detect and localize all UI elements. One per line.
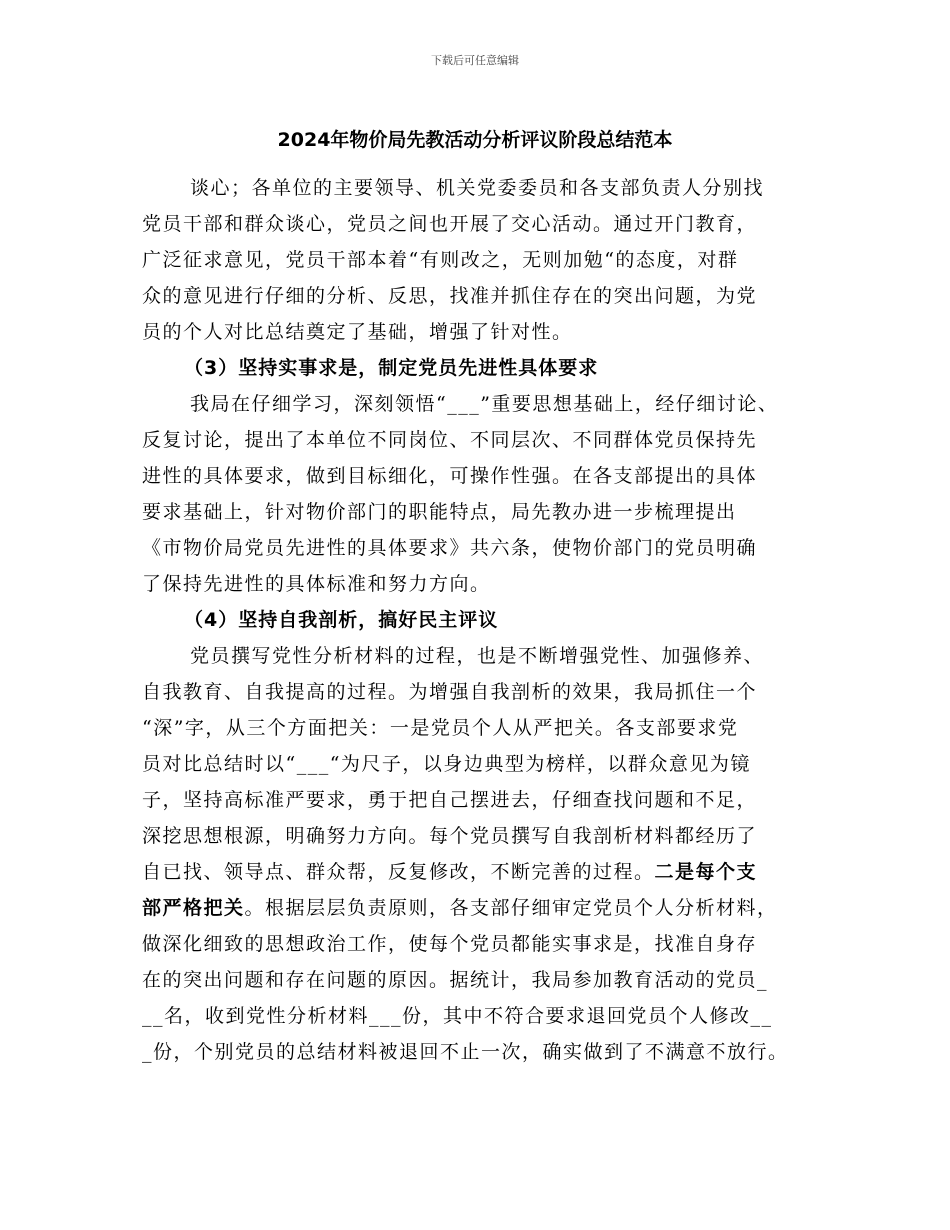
paragraph-line bbox=[142, 890, 822, 926]
paragraph-line: 党员干部和群众谈心，党员之间也开展了交心活动。通过开门教育， bbox=[142, 213, 758, 235]
paragraph-line: 员对比总结时以“___“为尺子，以身边典型为榜样，以群众意见为镜 bbox=[142, 753, 751, 775]
paragraph-line: _份，个别党员的总结材料被退回不止一次，确实做到了不满意不放行。 bbox=[142, 1041, 789, 1063]
line-text: 自已找、领导点、群众帮，反复修改，不断完善的过程。 bbox=[142, 861, 655, 883]
document-body bbox=[142, 170, 822, 1070]
document-title: 2024年物价局先教活动分析评议阶段总结范本 bbox=[277, 129, 673, 151]
bold-phrase: 部严格把关 bbox=[142, 897, 245, 919]
paragraph-line: 自我教育、自我提高的过程。为增强自我剖析的效果，我局抓住一个 bbox=[142, 681, 758, 703]
paragraph-line: 在的突出问题和存在问题的原因。据统计，我局参加教育活动的党员_ bbox=[142, 969, 769, 991]
paragraph-line: __名，收到党性分析材料___份，其中不符合要求退回党员个人修改__ bbox=[142, 1005, 773, 1027]
paragraph-line: 子，坚持高标准严要求，勇于把自己摆进去，仔细查找问题和不足， bbox=[142, 789, 758, 811]
paragraph-line bbox=[142, 854, 822, 890]
paragraph-line: 进性的具体要求，做到目标细化，可操作性强。在各支部提出的具体 bbox=[142, 465, 758, 487]
paragraph-line: 党员撰写党性分析材料的过程，也是不断增强党性、加强修养、 bbox=[190, 645, 765, 667]
page-header: 下载后可任意编辑 bbox=[431, 54, 519, 67]
paragraph-line: 做深化细致的思想政治工作，使每个党员都能实事求是，找准自身存 bbox=[142, 933, 758, 955]
paragraph-line: 反复讨论，提出了本单位不同岗位、不同层次、不同群体党员保持先 bbox=[142, 429, 758, 451]
paragraph-line: 广泛征求意见，党员干部本着“有则改之，无则加勉“的态度，对群 bbox=[142, 249, 739, 271]
paragraph-line: 员的个人对比总结奠定了基础，增强了针对性。 bbox=[142, 321, 573, 343]
paragraph-line: 我局在仔细学习，深刻领悟“___”重要思想基础上，经仔细讨论、 bbox=[190, 393, 779, 415]
section-heading-3: （3）坚持实事求是，制定党员先进性具体要求 bbox=[184, 357, 599, 379]
bold-phrase: 二是每个支 bbox=[654, 861, 758, 883]
paragraph-line: 深挖思想根源，明确努力方向。每个党员撰写自我剖析材料都经历了 bbox=[142, 825, 758, 847]
section-heading-4: （4）坚持自我剖析，搞好民主评议 bbox=[184, 609, 499, 631]
paragraph-line: 众的意见进行仔细的分析、反思，找准并抓住存在的突出问题，为党 bbox=[142, 285, 758, 307]
paragraph-line: 谈心；各单位的主要领导、机关党委委员和各支部负责人分别找 bbox=[190, 177, 765, 199]
paragraph-line: “深”字，从三个方面把关：一是党员个人从严把关。各支部要求党 bbox=[142, 717, 739, 739]
paragraph-line: 了保持先进性的具体标准和努力方向。 bbox=[142, 573, 491, 595]
paragraph-line: 要求基础上，针对物价部门的职能特点，局先教办进一步梳理提出 bbox=[142, 501, 737, 523]
line-text: 。根据层层负责原则，各支部仔细审定党员个人分析材料， bbox=[244, 897, 778, 919]
paragraph-line: 《市物价局党员先进性的具体要求》共六条，使物价部门的党员明确 bbox=[142, 537, 758, 559]
